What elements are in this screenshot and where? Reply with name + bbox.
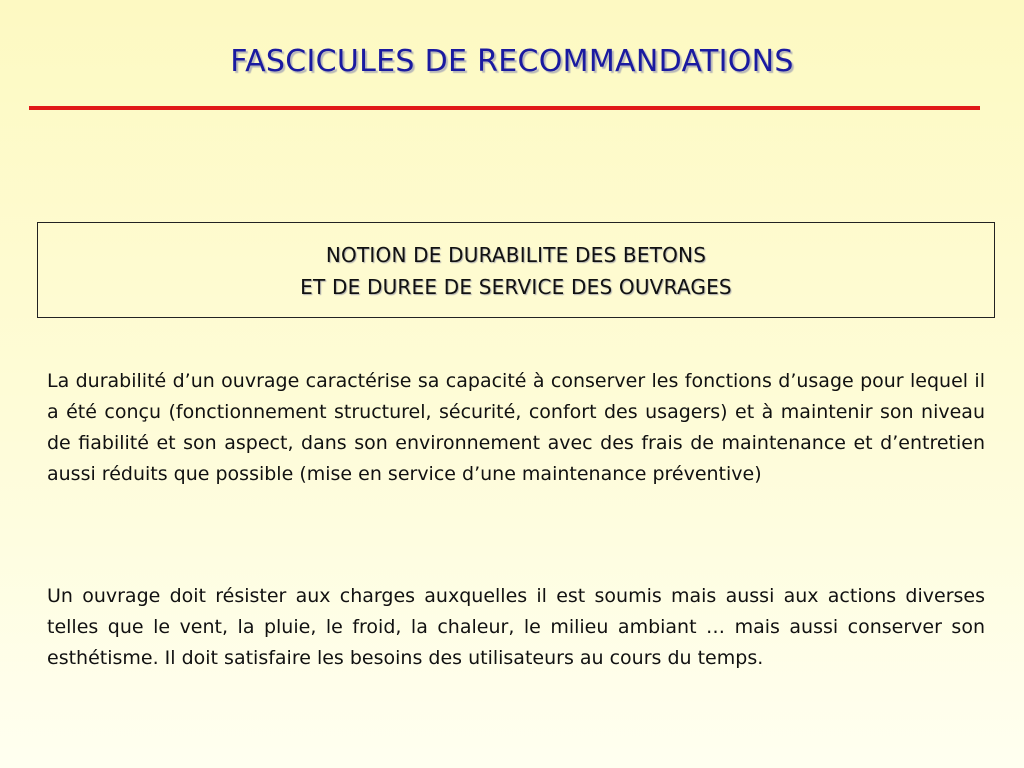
body-paragraph-durabilite: La durabilité d’un ouvrage caractérise sa capacité à conserver les fonctions d’usage pour lequel il a été conçu (fonctionnement structurel, sécurité, confort des usagers) et à maintenir son niveau de fiabilité et son aspect, dans son environnement avec des frais de maintenance et d’entretien aussi réduits que possible (mise en service d’une maintenance préventive) [47, 370, 985, 485]
subtitle-line-1: NOTION DE DURABILITE DES BETONS [325, 243, 707, 267]
subtitle-box [37, 222, 995, 318]
body-paragraph-ouvrage: Un ouvrage doit résister aux charges auxquelles il est soumis mais aussi aux actions diverses telles que le vent, la pluie, le froid, la chaleur, le milieu ambiant … mais aussi conserver son esthétisme. Il doit satisfaire les besoins des utilisateurs au cours du temps. [47, 585, 985, 669]
title-divider [29, 106, 980, 110]
slide-title: FASCICULES DE RECOMMANDATIONS [230, 44, 794, 79]
subtitle-line-2: ET DE DUREE DE SERVICE DES OUVRAGES [300, 275, 732, 299]
